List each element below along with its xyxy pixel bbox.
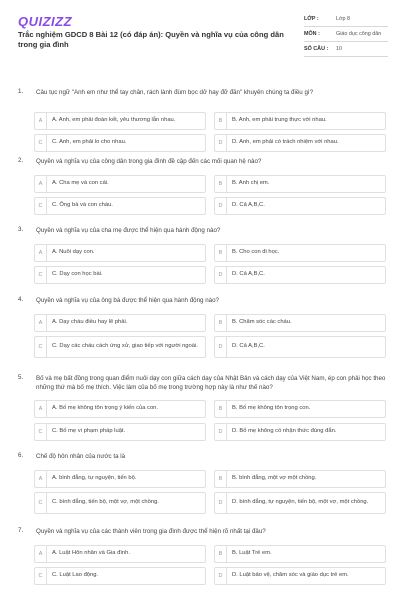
option-letter: C	[35, 198, 47, 214]
option-letter: B	[215, 315, 227, 331]
meta-class	[304, 12, 388, 27]
option-a[interactable]	[34, 112, 206, 130]
option-text: D. Bố mẹ không có nhận thức đúng đắn.	[232, 428, 337, 435]
option-letter: A	[35, 113, 47, 129]
option-letter: A	[35, 176, 47, 192]
option-letter: C	[35, 267, 47, 283]
option-text: D. Anh, em phải có trách nhiệm với nhau.	[232, 139, 339, 146]
option-letter: B	[215, 471, 227, 487]
option-a[interactable]	[34, 244, 206, 262]
option-d[interactable]	[214, 266, 386, 284]
question-text: Bố và mẹ bất đồng trong quan điểm nuôi dạy con giữa cách dạy của Nhật Bản và cách dạy của Việt Nam, ép con phải học theo những thứ mà bố mẹ thích. Việc làm của bố mẹ trong trường hợp này là như thế nào?	[36, 375, 386, 391]
option-letter: B	[215, 546, 227, 562]
option-letter: B	[215, 245, 227, 261]
option-text: C. Luật Lao động.	[52, 572, 99, 579]
option-letter: A	[35, 315, 47, 331]
option-letter: D	[215, 568, 227, 584]
question-number: 4.	[18, 296, 24, 303]
option-text: B. Cho con đi học.	[232, 249, 280, 256]
option-letter: C	[35, 135, 47, 151]
option-c[interactable]	[34, 134, 206, 152]
option-b[interactable]	[214, 470, 386, 488]
option-c[interactable]	[34, 567, 206, 585]
option-d[interactable]	[214, 492, 386, 514]
option-a[interactable]	[34, 545, 206, 563]
option-text: C. Dạy con học bài.	[52, 271, 103, 278]
meta-question-count	[304, 42, 388, 57]
option-d[interactable]	[214, 197, 386, 215]
worksheet-header	[0, 0, 400, 80]
option-b[interactable]	[214, 112, 386, 130]
meta-key: MÔN :	[304, 31, 320, 37]
option-d[interactable]	[214, 134, 386, 152]
question-text: Quyền và nghĩa vụ của ông bà được thể hiện qua hành động nào?	[36, 297, 219, 304]
worksheet-title: Trắc nghiệm GDCD 8 Bài 12 (có đáp án): Quyền và nghĩa vụ của công dân trong gia đình	[18, 30, 284, 49]
option-letter: A	[35, 245, 47, 261]
option-text: A. Anh, em phải đoàn kết, yêu thương lẫn nhau.	[52, 117, 176, 124]
question-text: Chế độ hôn nhân của nước ta là	[36, 453, 126, 460]
question-text: Quyền và nghĩa vụ của cha mẹ được thể hiện qua hành động nào?	[36, 227, 221, 234]
option-text: A. Dạy cháu điều hay lẽ phải.	[52, 319, 128, 326]
option-c[interactable]	[34, 492, 206, 514]
option-b[interactable]	[214, 400, 386, 418]
worksheet-meta	[304, 12, 388, 57]
option-letter: D	[215, 337, 227, 357]
meta-value: Lớp 8	[336, 16, 351, 22]
question-text: Quyền và nghĩa vụ của công dân trong gia đình đề cập đến các mối quan hệ nào?	[36, 158, 262, 165]
option-d[interactable]	[214, 423, 386, 441]
option-text: A. Cha mẹ và con cái.	[52, 180, 109, 187]
option-c[interactable]	[34, 197, 206, 215]
meta-key: LỚP :	[304, 16, 319, 22]
option-text: C. Ông bà và con cháu.	[52, 202, 113, 209]
option-letter: A	[35, 401, 47, 417]
option-a[interactable]	[34, 400, 206, 418]
option-text: A. Nuôi dạy con.	[52, 249, 95, 256]
quizizz-logo: QUIZIZZ	[18, 14, 73, 29]
option-b[interactable]	[214, 314, 386, 332]
option-c[interactable]	[34, 266, 206, 284]
question-number: 6.	[18, 452, 24, 459]
option-text: B. Bố mẹ không tôn trọng con.	[232, 405, 311, 412]
option-letter: C	[35, 424, 47, 440]
meta-key: SỐ CÂU :	[304, 46, 329, 52]
option-text: C. bình đẳng, tiến bộ, một vợ, một chồng.	[52, 499, 159, 506]
question-number: 2.	[18, 157, 24, 164]
option-text: B. bình đẳng, một vợ một chồng.	[232, 475, 317, 482]
option-a[interactable]	[34, 175, 206, 193]
option-letter: D	[215, 493, 227, 513]
option-letter: B	[215, 401, 227, 417]
option-text: B. Chăm sóc các cháu.	[232, 319, 292, 326]
option-text: B. Anh chị em.	[232, 180, 270, 187]
option-letter: C	[35, 337, 47, 357]
option-c[interactable]	[34, 423, 206, 441]
question-number: 3.	[18, 226, 24, 233]
option-letter: A	[35, 471, 47, 487]
option-text: A. Bố mẹ không tôn trọng ý kiến của con.	[52, 405, 159, 412]
question-text: Quyền và nghĩa vụ của các thành viên trong gia đình được thể hiện rõ nhất tại đâu?	[36, 528, 266, 535]
option-letter: C	[35, 493, 47, 513]
question-number: 1.	[18, 88, 24, 95]
question-number: 7.	[18, 527, 24, 534]
option-text: D. Cả A,B,C.	[232, 343, 265, 350]
option-text: D. Cả A,B,C.	[232, 271, 265, 278]
option-text: B. Luật Trẻ em.	[232, 550, 272, 557]
option-text: C. Bố mẹ vi phạm pháp luật.	[52, 428, 126, 435]
option-letter: B	[215, 176, 227, 192]
option-text: C. Dạy các cháu cách ứng xử, giao tiếp với người ngoài.	[52, 343, 198, 350]
option-text: B. Anh, em phải trung thực với nhau.	[232, 117, 327, 124]
question-text: Câu tục ngữ "Anh em như thể tay chân, rách lành đùm bọc dở hay đỡ đần" khuyên chúng ta điều gì?	[36, 89, 314, 96]
meta-value: Giáo dục công dân	[336, 31, 382, 37]
option-letter: D	[215, 198, 227, 214]
option-text: D. Cả A,B,C.	[232, 202, 265, 209]
option-text: D. bình đẳng, tự nguyện, tiến bộ, một vợ, một chồng.	[232, 499, 369, 506]
option-b[interactable]	[214, 175, 386, 193]
option-a[interactable]	[34, 470, 206, 488]
option-letter: A	[35, 546, 47, 562]
option-letter: B	[215, 113, 227, 129]
option-text: C. Anh, em phải lo cho nhau.	[52, 139, 127, 146]
option-text: D. Luật bảo vệ, chăm sóc và giáo dục trẻ em.	[232, 572, 349, 579]
option-d[interactable]	[214, 567, 386, 585]
option-text: A. Luật Hôn nhân và Gia đình.	[52, 550, 130, 557]
option-b[interactable]	[214, 244, 386, 262]
question-number: 5.	[18, 374, 24, 381]
option-letter: D	[215, 424, 227, 440]
option-letter: D	[215, 267, 227, 283]
option-letter: D	[215, 135, 227, 151]
option-text: A. bình đẳng, tự nguyện, tiến bộ.	[52, 475, 137, 482]
meta-value: 10	[336, 46, 342, 52]
option-letter: C	[35, 568, 47, 584]
option-b[interactable]	[214, 545, 386, 563]
meta-subject	[304, 27, 388, 42]
option-d[interactable]	[214, 336, 386, 358]
option-c[interactable]	[34, 336, 206, 358]
option-a[interactable]	[34, 314, 206, 332]
